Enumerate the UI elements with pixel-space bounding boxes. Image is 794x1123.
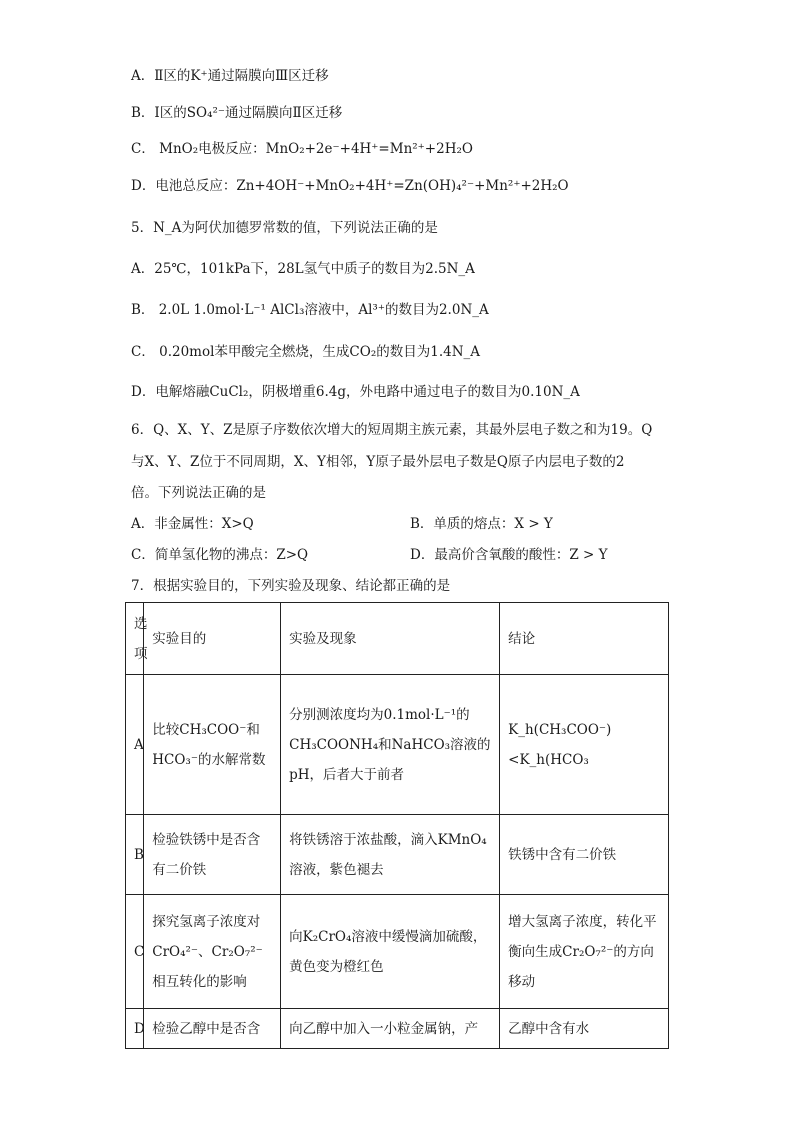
- q4-option-d: D．电池总反应：Zn+4OH⁻+MnO₂+4H⁺=Zn(OH)₄²⁻+Mn²⁺+2H₂O: [131, 178, 569, 194]
- experiment-table: [125, 602, 669, 1049]
- row-procedure: 向乙醇中加入一小粒金属钠，产: [281, 1009, 500, 1049]
- row-conclusion: 乙醇中含有水: [500, 1009, 669, 1049]
- table-row: [126, 1009, 669, 1049]
- row-procedure: 将铁锈溶于浓盐酸，滴入KMnO₄溶液，紫色褪去: [281, 815, 500, 895]
- q6-option-a: A．非金属性：X>Q: [131, 516, 254, 532]
- row-option: A: [126, 675, 144, 815]
- table-row: [126, 895, 669, 1009]
- row-procedure: 分别测浓度均为0.1mol·L⁻¹的CH₃COONH₄和NaHCO₃溶液的pH，后者大于前者: [281, 675, 500, 815]
- header-option: 选项: [126, 603, 144, 675]
- row-conclusion: K_h(CH₃COO⁻)<K_h(HCO₃: [500, 675, 669, 815]
- header-purpose: 实验目的: [144, 603, 281, 675]
- q6-stem-line-1: 6．Q、X、Y、Z是原子序数依次增大的短周期主族元素，其最外层电子数之和为19。Q: [131, 422, 653, 438]
- q6-option-b: B．单质的熔点：X > Y: [410, 516, 553, 532]
- q5-option-a: A．25℃，101kPa下，28L氢气中质子的数目为2.5N_A: [131, 261, 475, 277]
- q5-option-b: B． 2.0L 1.0mol·L⁻¹ AlCl₃溶液中，Al³⁺的数目为2.0N_A: [131, 302, 489, 318]
- row-purpose: 探究氢离子浓度对CrO₄²⁻、Cr₂O₇²⁻相互转化的影响: [144, 895, 281, 1009]
- q7-stem: 7．根据实验目的，下列实验及现象、结论都正确的是: [131, 578, 451, 594]
- q4-option-b: B．Ⅰ区的SO₄²⁻通过隔膜向Ⅱ区迁移: [131, 105, 343, 121]
- q5-option-c: C． 0.20mol苯甲酸完全燃烧，生成CO₂的数目为1.4N_A: [131, 344, 481, 360]
- row-procedure: 向K₂CrO₄溶液中缓慢滴加硫酸，黄色变为橙红色: [281, 895, 500, 1009]
- q4-option-a: A．Ⅱ区的K⁺通过隔膜向Ⅲ区迁移: [131, 68, 329, 84]
- table-row: [126, 675, 669, 815]
- row-option: C: [126, 895, 144, 1009]
- q6-stem-line-2: 与X、Y、Z位于不同周期，X、Y相邻，Y原子最外层电子数是Q原子内层电子数的2: [131, 454, 625, 470]
- q4-option-c: C． MnO₂电极反应：MnO₂+2e⁻+4H⁺=Mn²⁺+2H₂O: [131, 141, 473, 157]
- row-conclusion: 铁锈中含有二价铁: [500, 815, 669, 895]
- row-option: D: [126, 1009, 144, 1049]
- row-purpose: 比较CH₃COO⁻和HCO₃⁻的水解常数: [144, 675, 281, 815]
- q5-stem: 5．N_A为阿伏加德罗常数的值，下列说法正确的是: [131, 220, 438, 236]
- row-conclusion: 增大氢离子浓度，转化平衡向生成Cr₂O₇²⁻的方向移动: [500, 895, 669, 1009]
- q6-option-c: C．简单氢化物的沸点：Z>Q: [131, 547, 309, 563]
- row-purpose: 检验铁锈中是否含有二价铁: [144, 815, 281, 895]
- row-purpose: 检验乙醇中是否含: [144, 1009, 281, 1049]
- q6-stem-line-3: 倍。下列说法正确的是: [131, 485, 266, 501]
- table-row: [126, 815, 669, 895]
- row-option: B: [126, 815, 144, 895]
- q6-option-d: D．最高价含氧酸的酸性：Z > Y: [410, 547, 608, 563]
- table-header-row: [126, 603, 669, 675]
- header-conclusion: 结论: [500, 603, 669, 675]
- header-procedure: 实验及现象: [281, 603, 500, 675]
- q5-option-d: D．电解熔融CuCl₂，阴极增重6.4g，外电路中通过电子的数目为0.10N_A: [131, 384, 580, 400]
